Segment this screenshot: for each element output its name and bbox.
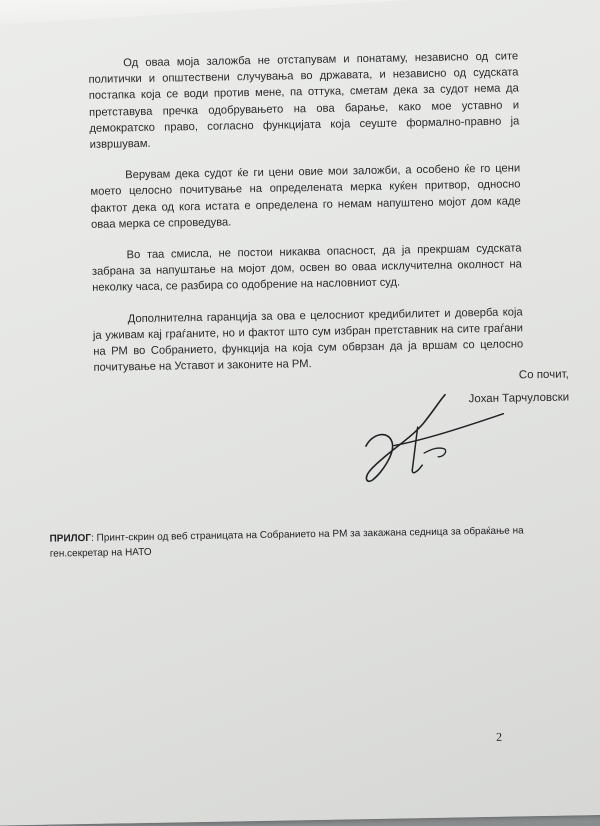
attachment-note (49, 523, 569, 562)
body-paragraph-2: Верувам дека судот ќе ги цени овие мои заложби, а особено ќе го цени моето целосно почитување на определената мерка куќен притвор, односно фактот дека од кога истата е определена го немам напуштено мојот дом каде оваа мерка се спроведува. (90, 162, 521, 231)
body-paragraph-1: Од оваа моја заложба не отстапувам и понатаму, независно од сите политички и општествени случувања во државата, и независно од судската постапка која се води против мене, па оттука, сметам дека за судот нема да претставува пречка одобрувањето на ова барање, како мое уставно и демократско право, согласно функцијата која сеуште формално-правно ја извршувам. (88, 50, 520, 151)
overlapping-sheet-edge (0, 0, 580, 26)
signer-name: Јохан Тарчуловски (468, 391, 570, 406)
body-paragraph-3: Во таа смисла, не постои никаква опасност, да ја прекршам судската забрана за напуштање на мојот дом, освен во оваа исклучителна околност на неколку часа, се разбира со одобрение на насловниот суд. (91, 242, 522, 295)
letter-body (88, 48, 524, 391)
body-paragraph-4: Дополнителна гаранција за ова е целосниот кредибилитет и доверба која ја уживам кај граѓаните, но и фактот што сум избран претставник на сите граѓани на РМ во Собранието, функција на која сум обврзан да ја вршам со целосно почитување на Уставот и законите на РМ. (92, 305, 524, 375)
closing-salutation: Со почит, (518, 368, 569, 382)
handwritten-signature (357, 392, 509, 495)
page-number: 2 (495, 729, 503, 744)
attachment-text: : Принт-скрин од веб страницата на Собранието на РМ за закажана седница за обраќање на ген.секретар на НАТО (49, 525, 524, 560)
attachment-label: ПРИЛОГ (49, 532, 92, 545)
